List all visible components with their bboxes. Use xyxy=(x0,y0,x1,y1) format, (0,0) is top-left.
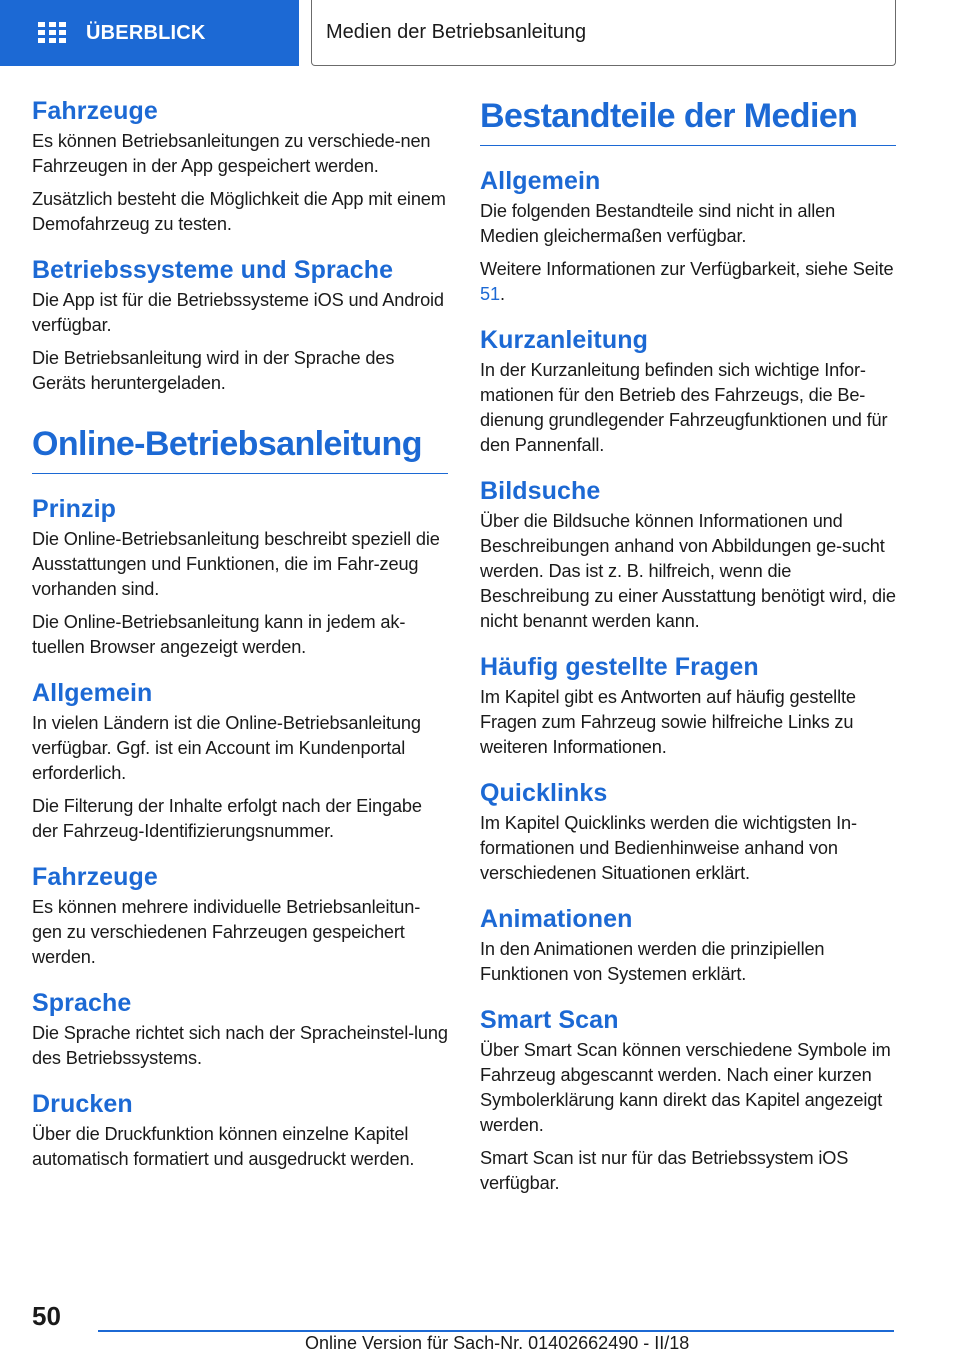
media-components-title: Bestandteile der Medien xyxy=(480,96,896,146)
paragraph: Die App ist für die Betriebssysteme iOS und Android verfügbar. xyxy=(32,290,444,335)
overview-tab-label: ÜBERBLICK xyxy=(86,21,206,44)
footer-version-text: Online Version für Sach-Nr. 01402662490 - II/18 xyxy=(305,1333,690,1353)
paragraph: Die Online-Betriebsanleitung kann in jedem ak‐tuellen Browser angezeigt werden. xyxy=(32,612,406,657)
language-section xyxy=(32,988,448,1071)
vehicles-section xyxy=(32,862,448,970)
paragraph: Die Betriebsanleitung wird in der Sprache des Geräts heruntergeladen. xyxy=(32,348,395,393)
section-heading: Animationen xyxy=(480,905,633,933)
paragraph: Die Online-Betriebsanleitung beschreibt speziell die Ausstattungen und Funktionen, die im Fahr‐zeug vorhanden sind. xyxy=(32,529,440,599)
principle-section xyxy=(32,494,448,660)
online-manual-title: Online-Betriebsanleitung xyxy=(32,424,448,474)
os-language-section xyxy=(32,255,448,396)
faq-section xyxy=(480,652,896,760)
paragraph: Im Kapitel Quicklinks werden die wichtigsten In‐formationen und Bedienhinweise anhand von verschiedenen Situationen erklärt. xyxy=(480,813,857,883)
paragraph: Über die Bildsuche können Informationen und Beschreibungen anhand von Abbildungen ge‐sucht werden. Das ist z. B. hilfreich, wenn die Beschreibung zu einer Ausstattung benötigt wird, die nicht benannt werden kann. xyxy=(480,511,896,631)
section-heading: Häufig gestellte Fragen xyxy=(480,653,759,681)
paragraph: Smart Scan ist nur für das Betriebssystem iOS verfügbar. xyxy=(480,1148,849,1193)
paragraph-text: . xyxy=(499,284,505,304)
app-vehicles-section xyxy=(32,96,448,237)
paragraph: In der Kurzanleitung befinden sich wichtige Infor‐mationen für den Betrieb des Fahrzeugs, die Be‐dienung grundlegender Fahrzeugfunktionen und für den Pannenfall. xyxy=(480,360,888,455)
general-section xyxy=(32,678,448,844)
smart-scan-section xyxy=(480,1005,896,1196)
quick-guide-section xyxy=(480,325,896,458)
section-heading: Fahrzeuge xyxy=(32,97,158,125)
chapter-title: Medien der Betriebsanleitung xyxy=(326,21,587,43)
grid-menu-icon xyxy=(38,22,66,44)
section-heading: Betriebssysteme und Sprache xyxy=(32,256,394,284)
paragraph: Über die Druckfunktion können einzelne Kapitel automatisch formatiert und ausgedruckt werden. xyxy=(32,1124,415,1169)
paragraph: Über Smart Scan können verschiedene Symbole im Fahrzeug abgescannt werden. Nach einer kurzen Symbolerklärung kann direkt das Kapitel angezeigt werden. xyxy=(480,1040,891,1135)
section-heading: Bildsuche xyxy=(480,477,601,505)
section-heading: Quicklinks xyxy=(480,779,608,807)
image-search-section xyxy=(480,476,896,634)
paragraph: Die Filterung der Inhalte erfolgt nach der Eingabe der Fahrzeug-Identifizierungsnummer. xyxy=(32,796,422,841)
section-heading: Smart Scan xyxy=(480,1006,619,1034)
paragraph: In vielen Ländern ist die Online-Betriebsanleitung verfügbar. Ggf. ist ein Account im Kundenportal erforderlich. xyxy=(32,713,421,783)
footer-divider xyxy=(98,1330,894,1332)
paragraph: In den Animationen werden die prinzipiellen Funktionen von Systemen erklärt. xyxy=(480,939,825,984)
paragraph: Es können Betriebsanleitungen zu verschiede‐nen Fahrzeugen in der App gespeichert werden. xyxy=(32,131,431,176)
page-number: 50 xyxy=(32,1301,61,1331)
section-heading: Allgemein xyxy=(480,167,601,195)
quicklinks-section xyxy=(480,778,896,886)
paragraph: Es können mehrere individuelle Betriebsanleitun‐gen zu verschiedenen Fahrzeugen gespeichert werden. xyxy=(32,897,421,967)
paragraph: Zusätzlich besteht die Möglichkeit die App mit einem Demofahrzeug zu testen. xyxy=(32,189,446,234)
chapter-title-tab xyxy=(311,0,896,66)
paragraph-text: Weitere Informationen zur Verfügbarkeit, siehe Seite xyxy=(480,259,894,279)
left-column xyxy=(32,96,448,1190)
paragraph: Die Sprache richtet sich nach der Spracheinstel‐lung des Betriebssystems. xyxy=(32,1023,448,1068)
section-heading: Allgemein xyxy=(32,679,153,707)
print-section xyxy=(32,1089,448,1172)
paragraph: Im Kapitel gibt es Antworten auf häufig gestellte Fragen zum Fahrzeug sowie hilfreiche Links zu weiteren Informationen. xyxy=(480,687,856,757)
section-heading: Sprache xyxy=(32,989,132,1017)
page-header xyxy=(0,0,960,66)
page-reference-link[interactable]: 51 xyxy=(480,284,500,304)
section-heading: Prinzip xyxy=(32,495,117,523)
section-heading: Kurzanleitung xyxy=(480,326,648,354)
right-column xyxy=(480,96,896,1214)
overview-tab[interactable] xyxy=(0,0,299,66)
section-heading: Drucken xyxy=(32,1090,133,1118)
paragraph: Die folgenden Bestandteile sind nicht in allen Medien gleichermaßen verfügbar. xyxy=(480,201,836,246)
paragraph xyxy=(480,257,896,307)
animations-section xyxy=(480,904,896,987)
section-heading: Fahrzeuge xyxy=(32,863,158,891)
general-section xyxy=(480,166,896,307)
